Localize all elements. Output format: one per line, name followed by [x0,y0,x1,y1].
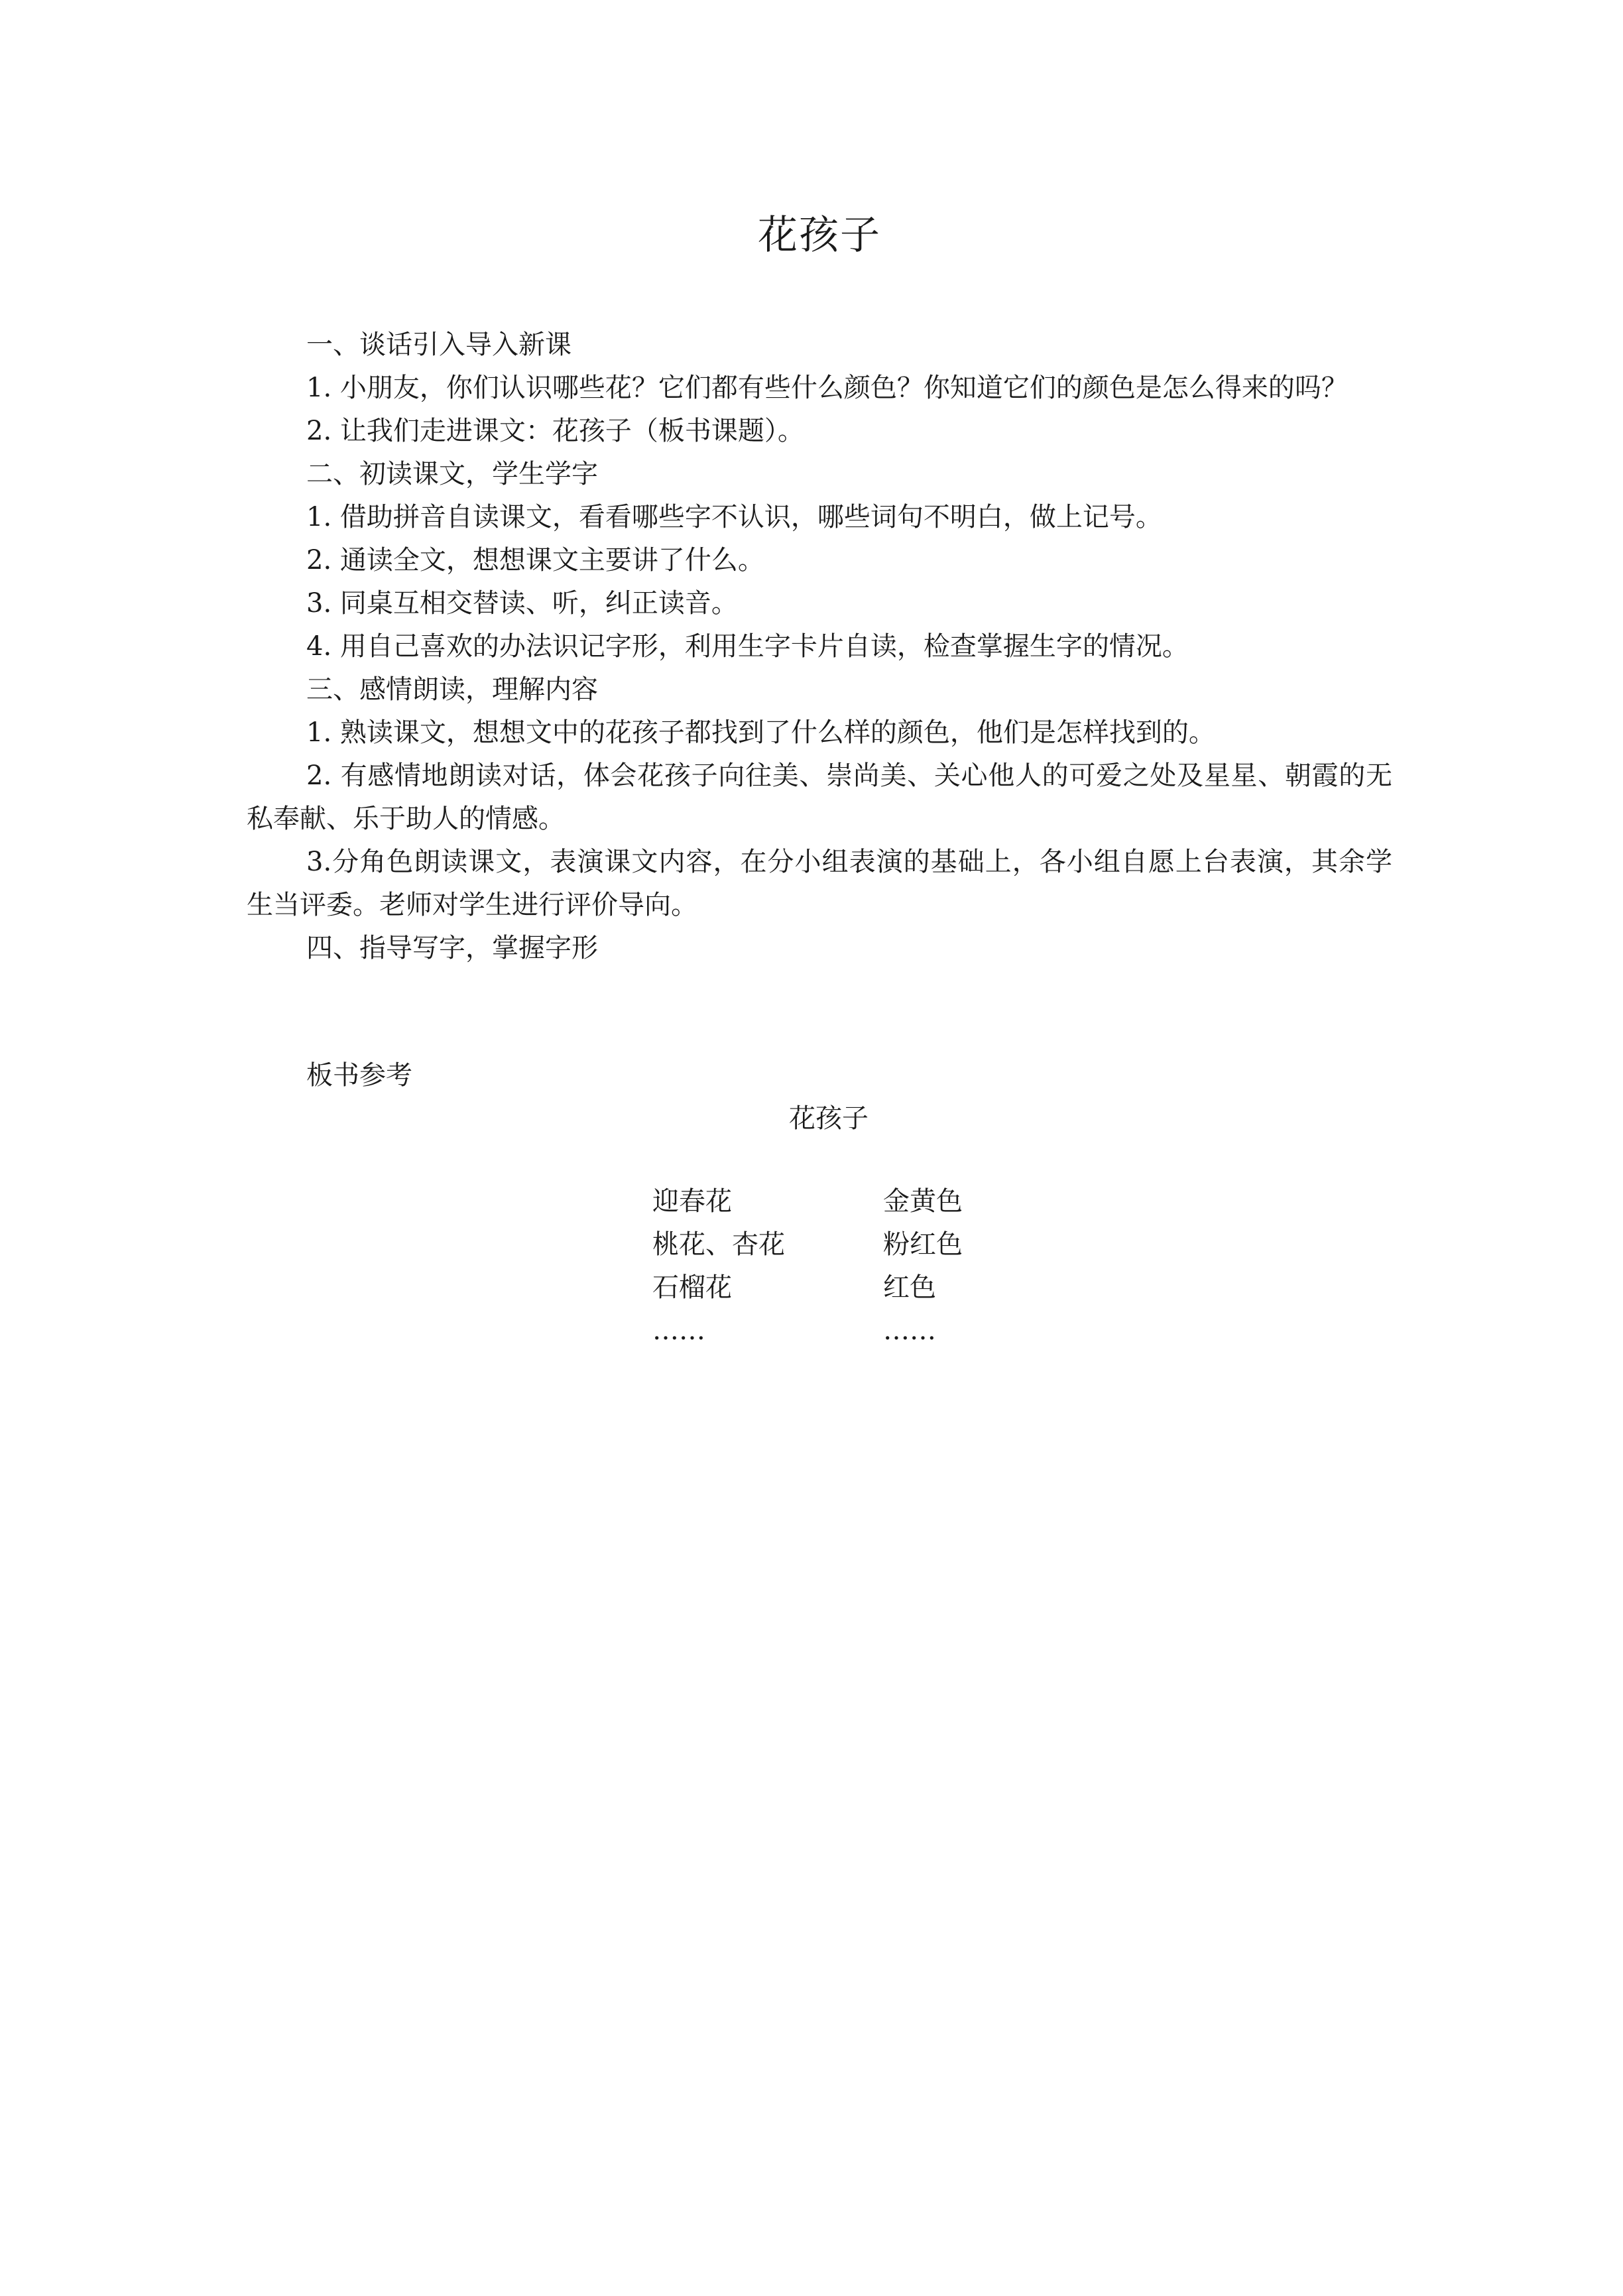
board-table [652,1180,1082,1353]
board-flower: …… [652,1315,705,1346]
page-title: 花孩子 [758,212,881,259]
board-flower: 石榴花 [652,1272,732,1303]
section-heading: 二、初读课文，学生学字 [306,459,598,489]
board-color: 金黄色 [883,1186,963,1217]
paragraph: 1. 小朋友，你们认识哪些花？它们都有些什么颜色？你知道它们的颜色是怎么得来的吗？ [306,373,1348,403]
paragraph: 1. 熟读课文，想想文中的花孩子都找到了什么样的颜色，他们是怎样找到的。 [306,717,1215,748]
board-color: 粉红色 [883,1229,963,1260]
paragraph: 3.分角色朗读课文，表演课文内容，在分小组表演的基础上，各小组自愿上台表演，其余学生当评委。老师对学生进行评价导向。 [247,847,1392,920]
paragraph: 4. 用自己喜欢的办法识记字形，利用生字卡片自读，检查掌握生字的情况。 [306,631,1189,662]
paragraph: 2. 通读全文，想想课文主要讲了什么。 [306,545,764,575]
board-title: 花孩子 [789,1103,869,1134]
paragraph: 1. 借助拼音自读课文，看看哪些字不认识，哪些词句不明白，做上记号。 [306,502,1162,532]
board-color: …… [883,1315,936,1346]
paragraph: 2. 有感情地朗读对话，体会花孩子向往美、崇尚美、关心他人的可爱之处及星星、朝霞的无私奉献、乐于助人的情感。 [247,760,1392,834]
section-heading: 一、谈话引入导入新课 [306,330,571,360]
board-flower: 迎春花 [652,1186,732,1217]
board-row [652,1266,1082,1309]
board-row [652,1223,1082,1266]
paragraph: 3. 同桌互相交替读、听，纠正读音。 [306,588,738,619]
board-row [652,1180,1082,1223]
paragraph: 2. 让我们走进课文：花孩子（板书课题）。 [306,416,804,446]
board-color: 红色 [883,1272,936,1303]
section-heading: 四、指导写字，掌握字形 [306,933,598,963]
board-row [652,1309,1082,1353]
board-flower: 桃花、杏花 [652,1229,785,1260]
section-heading: 三、感情朗读，理解内容 [306,674,598,705]
board-label: 板书参考 [306,1060,412,1091]
lesson-body [247,324,1392,970]
